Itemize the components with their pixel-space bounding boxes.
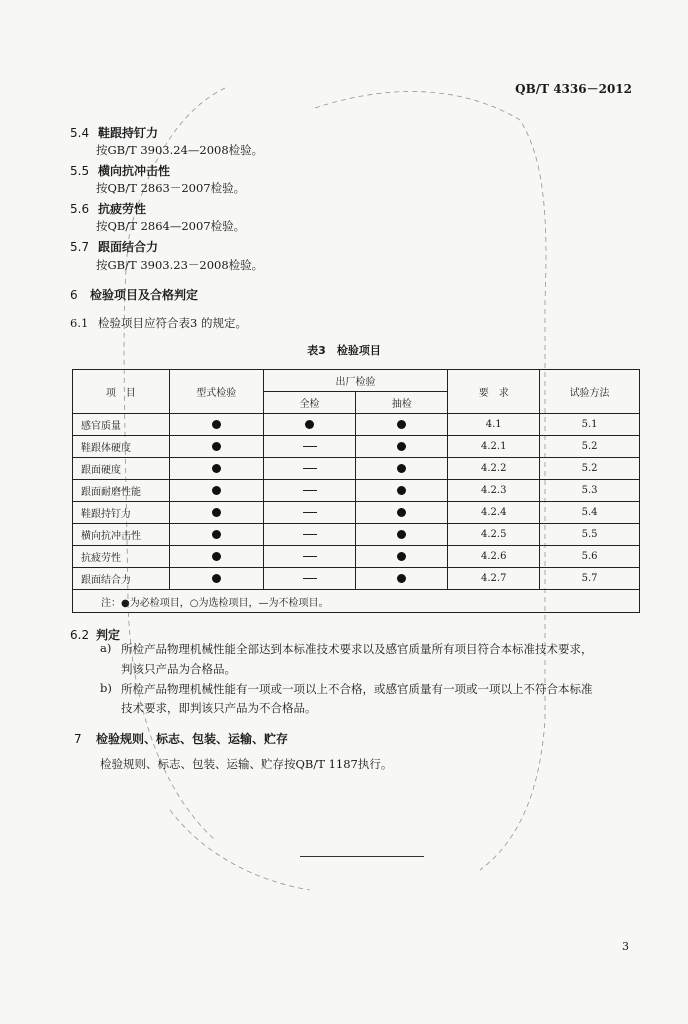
judgement-a-label: a) xyxy=(100,641,112,655)
method-cell: 5.6 xyxy=(540,546,640,568)
required-dot-icon xyxy=(212,442,221,451)
requirement-cell: 4.2.6 xyxy=(448,546,540,568)
method-cell: 5.2 xyxy=(540,458,640,480)
item-cell: 跟面耐磨性能 xyxy=(73,480,170,502)
table-note-row xyxy=(73,590,640,613)
type-test-cell xyxy=(169,546,263,568)
section-title: 鞋跟持钉力 xyxy=(98,126,159,140)
required-dot-icon xyxy=(212,486,221,495)
clause-6-2-heading xyxy=(70,626,120,643)
section-7-heading xyxy=(74,730,288,747)
full-inspection-cell xyxy=(263,414,356,436)
section-7-text: 检验规则、标志、包装、运输、贮存按QB/T 1187执行。 xyxy=(100,757,393,771)
required-dot-icon xyxy=(305,420,314,429)
sampling-cell xyxy=(356,436,448,458)
item-cell: 感官质量 xyxy=(73,414,170,436)
artifact-curve-bottom xyxy=(170,810,310,890)
required-dot-icon xyxy=(212,530,221,539)
header-type-test: 型式检验 xyxy=(169,370,263,414)
required-dot-icon xyxy=(212,420,221,429)
section-5-4-text: 按GB/T 3903.24—2008检验。 xyxy=(96,143,264,157)
required-dot-icon xyxy=(397,464,406,473)
item-cell: 横向抗冲击性 xyxy=(73,524,170,546)
type-test-cell xyxy=(169,480,263,502)
section-5-6-text: 按QB/T 2864—2007检验。 xyxy=(96,219,246,233)
section-5-5-heading xyxy=(70,162,170,179)
table-row xyxy=(73,458,640,480)
full-inspection-cell xyxy=(263,546,356,568)
standard-number: QB/T 4336－2012 xyxy=(515,82,632,96)
type-test-cell xyxy=(169,502,263,524)
requirement-cell: 4.2.5 xyxy=(448,524,540,546)
not-tested-dash-icon xyxy=(303,534,317,535)
clause-text: 检验项目应符合表3 的规定。 xyxy=(98,316,247,330)
header-full-inspection: 全检 xyxy=(263,392,356,414)
requirement-cell: 4.2.1 xyxy=(448,436,540,458)
sampling-cell xyxy=(356,524,448,546)
section-title: 检验规则、标志、包装、运输、贮存 xyxy=(96,732,289,746)
header-test-method: 试验方法 xyxy=(540,370,640,414)
method-cell: 5.5 xyxy=(540,524,640,546)
clause-number: 6.1 xyxy=(70,316,89,330)
required-dot-icon xyxy=(397,530,406,539)
item-cell: 跟面硬度 xyxy=(73,458,170,480)
method-cell: 5.1 xyxy=(540,414,640,436)
table-note: 注：●为必检项目，○为选检项目，—为不检项目。 xyxy=(73,590,640,613)
sampling-cell xyxy=(356,568,448,590)
sampling-cell xyxy=(356,480,448,502)
table-caption: 表3 检验项目 xyxy=(307,344,381,357)
table-row xyxy=(73,524,640,546)
full-inspection-cell xyxy=(263,502,356,524)
item-cell: 鞋跟体硬度 xyxy=(73,436,170,458)
section-5-7-heading xyxy=(70,238,158,255)
section-number: 6 xyxy=(70,288,78,302)
method-cell: 5.7 xyxy=(540,568,640,590)
not-tested-dash-icon xyxy=(303,578,317,579)
full-inspection-cell xyxy=(263,436,356,458)
section-5-7-text: 按GB/T 3903.23－2008检验。 xyxy=(96,258,264,272)
section-number: 5.5 xyxy=(70,164,90,178)
required-dot-icon xyxy=(212,574,221,583)
full-inspection-cell xyxy=(263,480,356,502)
judgement-b-line-1: 所检产品物理机械性能有一项或一项以上不合格，或感官质量有一项或一项以上不符合本标准 xyxy=(121,682,593,696)
section-number: 5.7 xyxy=(70,240,90,254)
section-title: 跟面结合力 xyxy=(98,240,159,254)
page-number: 3 xyxy=(622,940,629,953)
section-number: 7 xyxy=(74,732,82,746)
sampling-cell xyxy=(356,502,448,524)
full-inspection-cell xyxy=(263,458,356,480)
required-dot-icon xyxy=(397,574,406,583)
required-dot-icon xyxy=(397,420,406,429)
method-cell: 5.2 xyxy=(540,436,640,458)
required-dot-icon xyxy=(212,508,221,517)
method-cell: 5.3 xyxy=(540,480,640,502)
not-tested-dash-icon xyxy=(303,468,317,469)
header-requirement: 要 求 xyxy=(448,370,540,414)
judgement-b-label: b) xyxy=(100,681,112,695)
requirement-cell: 4.2.7 xyxy=(448,568,540,590)
full-inspection-cell xyxy=(263,568,356,590)
full-inspection-cell xyxy=(263,524,356,546)
requirement-cell: 4.2.2 xyxy=(448,458,540,480)
not-tested-dash-icon xyxy=(303,512,317,513)
judgement-a-line-1: 所检产品物理机械性能全部达到本标准技术要求以及感官质量所有项目符合本标准技术要求， xyxy=(121,642,593,656)
table-body xyxy=(73,414,640,590)
table-header-row xyxy=(73,370,640,392)
item-cell: 鞋跟持钉力 xyxy=(73,502,170,524)
section-title: 抗疲劳性 xyxy=(98,202,147,216)
type-test-cell xyxy=(169,436,263,458)
header-sampling-inspection: 抽检 xyxy=(356,392,448,414)
section-5-6-heading xyxy=(70,200,146,217)
method-cell: 5.4 xyxy=(540,502,640,524)
required-dot-icon xyxy=(212,464,221,473)
type-test-cell xyxy=(169,458,263,480)
clause-title: 判定 xyxy=(96,628,121,642)
requirement-cell: 4.2.3 xyxy=(448,480,540,502)
sampling-cell xyxy=(356,546,448,568)
type-test-cell xyxy=(169,524,263,546)
section-title: 横向抗冲击性 xyxy=(98,164,171,178)
item-cell: 抗疲劳性 xyxy=(73,546,170,568)
inspection-items-table xyxy=(72,369,640,613)
sampling-cell xyxy=(356,458,448,480)
not-tested-dash-icon xyxy=(303,556,317,557)
not-tested-dash-icon xyxy=(303,490,317,491)
required-dot-icon xyxy=(397,486,406,495)
section-title: 检验项目及合格判定 xyxy=(90,288,199,302)
section-number: 5.4 xyxy=(70,126,90,140)
required-dot-icon xyxy=(397,552,406,561)
type-test-cell xyxy=(169,568,263,590)
table-row xyxy=(73,568,640,590)
requirement-cell: 4.2.4 xyxy=(448,502,540,524)
type-test-cell xyxy=(169,414,263,436)
section-6-heading xyxy=(70,286,198,303)
sampling-cell xyxy=(356,414,448,436)
section-number: 5.6 xyxy=(70,202,90,216)
section-5-5-text: 按QB/T 2863－2007检验。 xyxy=(96,181,246,195)
required-dot-icon xyxy=(212,552,221,561)
table-row xyxy=(73,502,640,524)
footer-rule xyxy=(300,856,424,857)
table-row xyxy=(73,414,640,436)
required-dot-icon xyxy=(397,508,406,517)
section-5-4-heading xyxy=(70,124,158,141)
judgement-b-line-2: 技术要求，即判该只产品为不合格品。 xyxy=(121,701,317,715)
table-row xyxy=(73,480,640,502)
header-item: 项 目 xyxy=(73,370,170,414)
header-factory-test: 出厂检验 xyxy=(263,370,448,392)
required-dot-icon xyxy=(397,442,406,451)
clause-number: 6.2 xyxy=(70,628,90,642)
not-tested-dash-icon xyxy=(303,446,317,447)
table-row xyxy=(73,546,640,568)
judgement-a-line-2: 判该只产品为合格品。 xyxy=(121,662,236,676)
clause-6-1 xyxy=(70,315,247,331)
table-row xyxy=(73,436,640,458)
item-cell: 跟面结合力 xyxy=(73,568,170,590)
requirement-cell: 4.1 xyxy=(448,414,540,436)
